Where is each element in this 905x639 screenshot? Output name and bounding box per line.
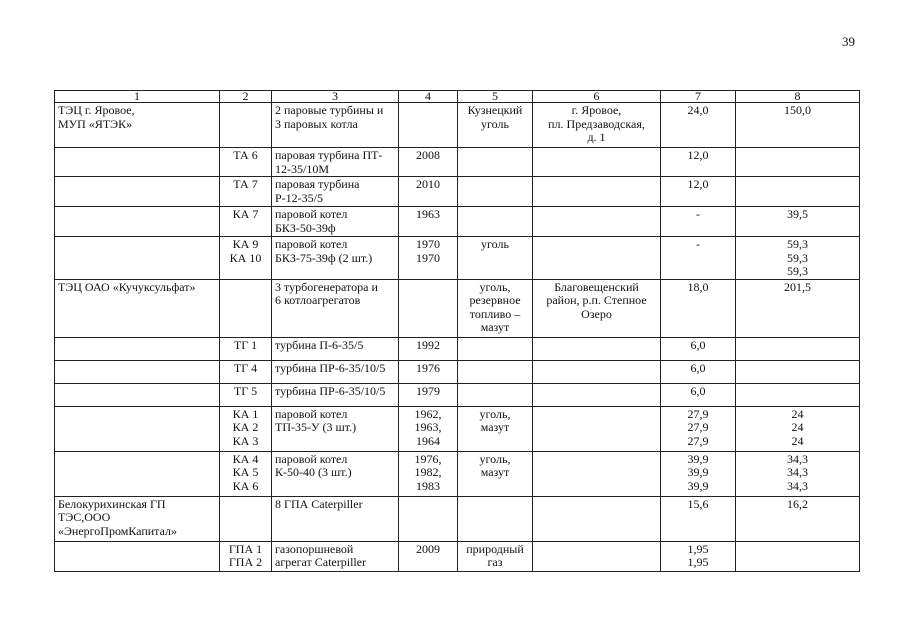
- cell-line: 27,9: [687, 420, 709, 434]
- cell-line: КА 10: [229, 250, 262, 265]
- cell-line: 1976: [416, 360, 440, 375]
- cell-line: 24,0: [687, 103, 709, 117]
- cell-line: турбина П-6-35/5: [275, 337, 364, 352]
- cell-line: 39,9: [687, 478, 709, 493]
- heat-capacity-cell: [736, 237, 860, 280]
- cell-line: ТГ 4: [233, 360, 258, 375]
- cell-line: 1964: [416, 433, 440, 448]
- plant-name-cell: [55, 337, 220, 360]
- cell-line: природный: [466, 541, 524, 556]
- plant-name-cell: [55, 541, 220, 571]
- electric-capacity-cell: [661, 451, 736, 496]
- page-number: 39: [842, 34, 855, 49]
- cell-line: д. 1: [587, 130, 606, 144]
- equipment-cell: [272, 148, 399, 177]
- cell-line: ТЭС,ООО: [58, 510, 111, 524]
- cell-line: ТЭЦ г. Яровое,: [58, 103, 135, 117]
- cell-line: К-50-40 (3 шт.): [275, 465, 352, 479]
- unit-id-cell: [220, 360, 272, 383]
- cell-line: 1970: [416, 237, 440, 251]
- address-cell: [533, 360, 661, 383]
- address-cell: [533, 383, 661, 406]
- cell-line: МУП «ЯТЭК»: [58, 116, 133, 131]
- header-cell: 1: [55, 91, 220, 103]
- header-cell: 5: [458, 91, 533, 103]
- year-cell: [399, 496, 458, 541]
- unit-id-cell: [220, 337, 272, 360]
- equipment-cell: [272, 541, 399, 571]
- heat-capacity-cell: [736, 541, 860, 571]
- address-cell: [533, 337, 661, 360]
- cell-line: газопоршневой: [275, 541, 354, 556]
- cell-line: 1,95: [687, 541, 709, 556]
- plant-name-cell: [55, 496, 220, 541]
- electric-capacity-cell: [661, 406, 736, 451]
- table-row: [55, 406, 860, 451]
- year-cell: [399, 237, 458, 280]
- electric-capacity-cell: [661, 103, 736, 148]
- header-cell: 2: [220, 91, 272, 103]
- header-cell: 6: [533, 91, 661, 103]
- cell-line: 1983: [416, 478, 440, 493]
- cell-line: БКЗ-75-39ф (2 шт.): [275, 250, 373, 265]
- cell-line: 8 ГПА Caterpiller: [275, 496, 363, 511]
- cell-line: 24: [791, 433, 804, 448]
- cell-line: 6 котлоагрегатов: [275, 293, 361, 307]
- cell-line: КА 9: [232, 237, 259, 251]
- cell-line: Кузнецкий: [467, 103, 523, 117]
- address-cell: [533, 207, 661, 237]
- cell-line: Белокурихинская ГП: [58, 496, 166, 511]
- cell-line: 1,95: [687, 555, 709, 569]
- cell-line: 59,3: [787, 264, 808, 278]
- address-cell: [533, 406, 661, 451]
- cell-line: 1970: [416, 250, 440, 265]
- plant-name-cell: [55, 360, 220, 383]
- cell-line: паровой котел: [275, 207, 348, 221]
- equipment-cell: [272, 207, 399, 237]
- fuel-cell: [458, 406, 533, 451]
- cell-line: паровой котел: [275, 237, 348, 251]
- heat-capacity-cell: [736, 148, 860, 177]
- heat-capacity-cell: [736, 406, 860, 451]
- unit-id-cell: [220, 103, 272, 148]
- cell-line: 6,0: [690, 383, 706, 398]
- cell-line: 6,0: [690, 337, 706, 352]
- cell-line: 27,9: [687, 433, 709, 448]
- equipment-cell: [272, 177, 399, 207]
- unit-id-cell: [220, 279, 272, 337]
- plant-name-cell: [55, 406, 220, 451]
- table-row: [55, 279, 860, 337]
- fuel-cell: [458, 451, 533, 496]
- equipment-cell: [272, 279, 399, 337]
- plant-name-cell: [55, 207, 220, 237]
- header-cell: 8: [736, 91, 860, 103]
- plant-name-cell: [55, 103, 220, 148]
- cell-line: КА 7: [232, 207, 259, 221]
- address-cell: [533, 237, 661, 280]
- unit-id-cell: [220, 148, 272, 177]
- fuel-cell: [458, 279, 533, 337]
- plant-name-cell: [55, 383, 220, 406]
- table-row: [55, 541, 860, 571]
- plant-name-cell: [55, 279, 220, 337]
- cell-line: уголь,: [479, 279, 511, 294]
- year-cell: [399, 279, 458, 337]
- heat-capacity-cell: [736, 383, 860, 406]
- address-cell: [533, 148, 661, 177]
- unit-id-cell: [220, 541, 272, 571]
- cell-line: 24: [791, 420, 804, 434]
- year-cell: [399, 383, 458, 406]
- address-cell: [533, 279, 661, 337]
- heat-capacity-cell: [736, 177, 860, 207]
- header-row: [55, 91, 860, 103]
- heat-capacity-cell: [736, 207, 860, 237]
- cell-line: паровая турбина ПТ-: [275, 148, 383, 162]
- cell-line: 16,2: [787, 496, 808, 511]
- unit-id-cell: [220, 237, 272, 280]
- cell-line: 12,0: [687, 148, 709, 162]
- unit-id-cell: [220, 207, 272, 237]
- electric-capacity-cell: [661, 337, 736, 360]
- cell-line: паровая турбина: [275, 177, 360, 191]
- cell-line: 12-35/10М: [275, 161, 329, 176]
- cell-line: 1979: [416, 383, 440, 398]
- cell-line: Благовещенский: [554, 279, 639, 294]
- cell-line: 1962,: [414, 406, 442, 421]
- cell-line: мазут: [480, 465, 510, 479]
- cell-line: 34,3: [787, 451, 808, 466]
- cell-line: уголь,: [479, 406, 511, 421]
- cell-line: топливо –: [469, 306, 521, 321]
- header-cell: 4: [399, 91, 458, 103]
- cell-line: турбина ПР-6-35/10/5: [275, 360, 386, 375]
- cell-line: 39,9: [687, 465, 709, 479]
- table-row: [55, 177, 860, 207]
- cell-line: 39,9: [687, 451, 709, 466]
- cell-line: 6,0: [690, 360, 706, 375]
- table-row: [55, 360, 860, 383]
- cell-line: ГПА 2: [228, 555, 263, 569]
- address-cell: [533, 541, 661, 571]
- cell-line: КА 5: [232, 465, 259, 479]
- cell-line: 34,3: [787, 465, 808, 479]
- electric-capacity-cell: [661, 148, 736, 177]
- unit-id-cell: [220, 496, 272, 541]
- cell-line: 24: [791, 406, 804, 421]
- equipment-cell: [272, 496, 399, 541]
- cell-line: 1963,: [414, 420, 442, 434]
- year-cell: [399, 148, 458, 177]
- electric-capacity-cell: [661, 360, 736, 383]
- cell-line: паровой котел: [275, 451, 348, 466]
- header-cell: 7: [661, 91, 736, 103]
- fuel-cell: [458, 177, 533, 207]
- unit-id-cell: [220, 451, 272, 496]
- year-cell: [399, 177, 458, 207]
- cell-line: мазут: [480, 420, 510, 434]
- header-cell: 3: [272, 91, 399, 103]
- plant-name-cell: [55, 451, 220, 496]
- table-row: [55, 207, 860, 237]
- cell-line: 39,5: [787, 207, 808, 221]
- electric-capacity-cell: [661, 207, 736, 237]
- cell-line: БКЗ-50-39ф: [275, 220, 336, 235]
- fuel-cell: [458, 383, 533, 406]
- heat-capacity-cell: [736, 451, 860, 496]
- cell-line: -: [696, 237, 700, 251]
- heat-capacity-cell: [736, 103, 860, 148]
- fuel-cell: [458, 541, 533, 571]
- cell-line: газ: [487, 555, 503, 569]
- year-cell: [399, 337, 458, 360]
- fuel-cell: [458, 496, 533, 541]
- fuel-cell: [458, 148, 533, 177]
- address-cell: [533, 451, 661, 496]
- year-cell: [399, 406, 458, 451]
- equipment-cell: [272, 103, 399, 148]
- electric-capacity-cell: [661, 177, 736, 207]
- fuel-cell: [458, 360, 533, 383]
- cell-line: ТГ 5: [233, 383, 258, 398]
- year-cell: [399, 103, 458, 148]
- cell-line: Р-12-35/5: [275, 190, 323, 205]
- cell-line: 59,3: [787, 237, 808, 251]
- cell-line: ТА 6: [233, 148, 258, 162]
- cell-line: турбина ПР-6-35/10/5: [275, 383, 386, 398]
- cell-line: паровой котел: [275, 406, 348, 421]
- cell-line: ТЭЦ ОАО «Кучуксульфат»: [58, 279, 196, 294]
- table-row: [55, 451, 860, 496]
- cell-line: район, р.п. Степное: [546, 293, 647, 307]
- unit-id-cell: [220, 406, 272, 451]
- cell-line: 2008: [416, 148, 440, 162]
- cell-line: Озеро: [581, 306, 612, 321]
- plant-name-cell: [55, 148, 220, 177]
- cell-line: КА 4: [232, 451, 259, 466]
- table-row: [55, 237, 860, 280]
- unit-id-cell: [220, 383, 272, 406]
- cell-line: КА 6: [232, 478, 259, 493]
- cell-line: мазут: [480, 320, 510, 334]
- cell-line: 59,3: [787, 250, 808, 265]
- table-row: [55, 337, 860, 360]
- heat-capacity-cell: [736, 496, 860, 541]
- cell-line: 2009: [416, 541, 440, 556]
- year-cell: [399, 451, 458, 496]
- fuel-cell: [458, 103, 533, 148]
- cell-line: 12,0: [687, 177, 709, 191]
- cell-line: КА 1: [232, 406, 259, 421]
- cell-line: резервное: [469, 293, 521, 307]
- table-row: [55, 496, 860, 541]
- cell-line: ТГ 1: [233, 337, 258, 352]
- heat-capacity-cell: [736, 279, 860, 337]
- year-cell: [399, 541, 458, 571]
- cell-line: 15,6: [687, 496, 709, 511]
- electric-capacity-cell: [661, 237, 736, 280]
- cell-line: 150,0: [784, 103, 811, 117]
- electric-capacity-cell: [661, 279, 736, 337]
- fuel-cell: [458, 237, 533, 280]
- cell-line: 1976,: [414, 451, 442, 466]
- equipment-cell: [272, 406, 399, 451]
- cell-line: ТП-35-У (3 шт.): [275, 420, 357, 434]
- cell-line: 3 паровых котла: [275, 116, 358, 131]
- cell-line: ТА 7: [233, 177, 258, 191]
- table-row: [55, 383, 860, 406]
- cell-line: 27,9: [687, 406, 709, 421]
- cell-line: агрегат Caterpiller: [275, 555, 367, 569]
- cell-line: г. Яровое,: [571, 103, 622, 117]
- equipment-cell: [272, 451, 399, 496]
- cell-line: 18,0: [687, 279, 709, 294]
- cell-line: уголь: [481, 237, 509, 251]
- equipment-cell: [272, 360, 399, 383]
- fuel-cell: [458, 207, 533, 237]
- heat-capacity-cell: [736, 337, 860, 360]
- cell-line: КА 2: [232, 420, 259, 434]
- year-cell: [399, 207, 458, 237]
- fuel-cell: [458, 337, 533, 360]
- cell-line: КА 3: [232, 433, 259, 448]
- electric-capacity-cell: [661, 383, 736, 406]
- heat-capacity-cell: [736, 360, 860, 383]
- address-cell: [533, 177, 661, 207]
- cell-line: 201,5: [784, 279, 811, 294]
- cell-line: «ЭнергоПромКапитал»: [58, 523, 177, 538]
- cell-line: 34,3: [787, 478, 808, 493]
- cell-line: уголь,: [479, 451, 511, 466]
- cell-line: пл. Предзаводская,: [548, 116, 645, 131]
- power-plants-table: [54, 90, 860, 572]
- cell-line: ГПА 1: [228, 541, 263, 556]
- electric-capacity-cell: [661, 496, 736, 541]
- equipment-cell: [272, 237, 399, 280]
- cell-line: 1992: [416, 337, 440, 352]
- cell-line: 3 турбогенератора и: [275, 279, 378, 294]
- cell-line: 1963: [416, 207, 440, 221]
- plant-name-cell: [55, 237, 220, 280]
- cell-line: 1982,: [414, 465, 442, 479]
- cell-line: 2 паровые турбины и: [275, 103, 384, 117]
- table-row: [55, 103, 860, 148]
- electric-capacity-cell: [661, 541, 736, 571]
- address-cell: [533, 496, 661, 541]
- equipment-cell: [272, 383, 399, 406]
- plant-name-cell: [55, 177, 220, 207]
- year-cell: [399, 360, 458, 383]
- unit-id-cell: [220, 177, 272, 207]
- address-cell: [533, 103, 661, 148]
- table-row: [55, 148, 860, 177]
- cell-line: -: [696, 207, 700, 221]
- cell-line: уголь: [481, 116, 509, 131]
- cell-line: 2010: [416, 177, 440, 191]
- equipment-cell: [272, 337, 399, 360]
